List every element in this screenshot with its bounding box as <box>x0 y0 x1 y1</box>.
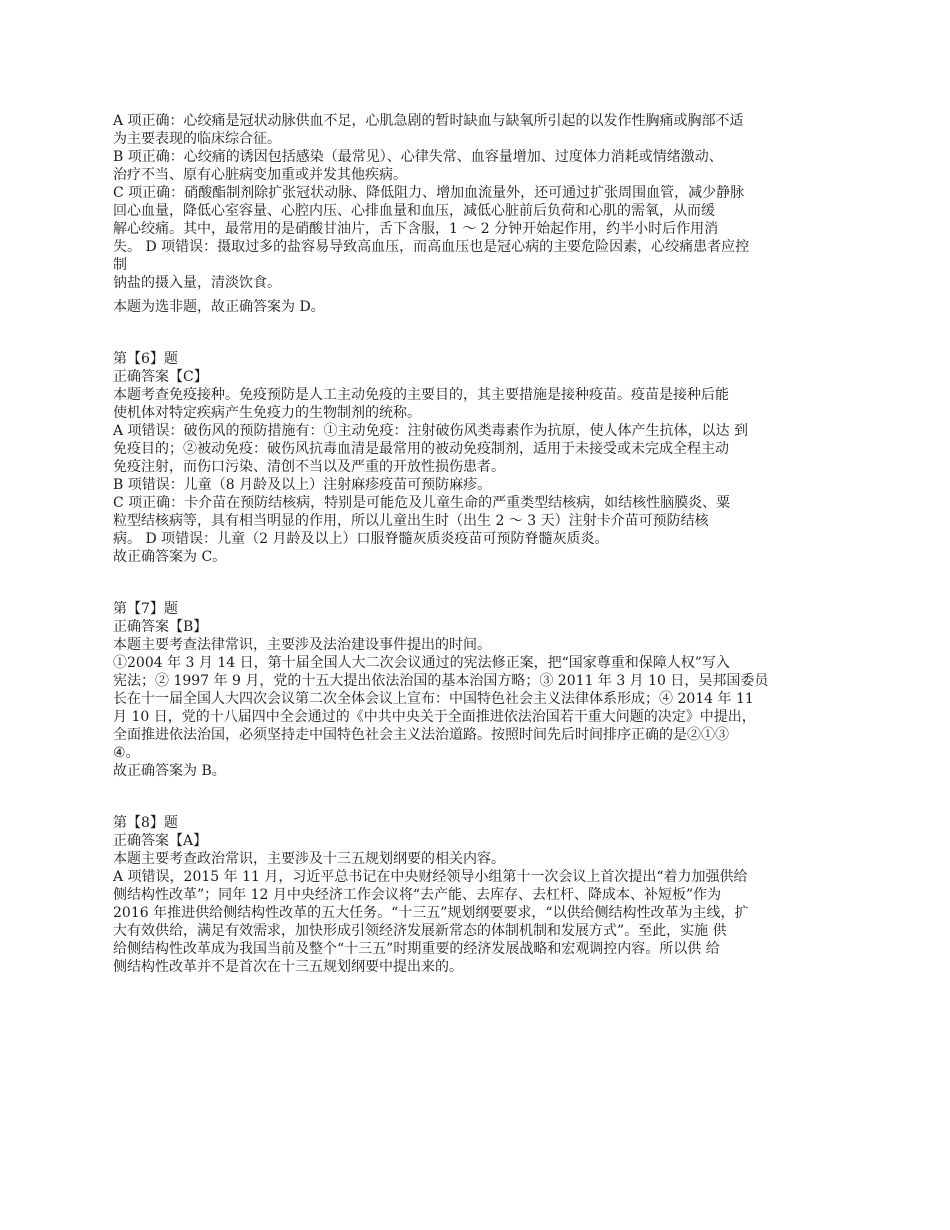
section-spacer <box>113 316 858 350</box>
text-line: 粒型结核病等，具有相当明显的作用，所以儿童出生时（出生 2 〜 3 天）注射卡介苗可预防结核 <box>113 513 709 529</box>
text-line: ①2004 年 3 月 14 日，第十届全国人大二次会议通过的宪法修正案，把“国家尊重和保障人权”写入 <box>113 655 730 671</box>
text-line: 回心血量，降低心室容量、心腔内压、心排血量和血压，减低心脏前后负荷和心肌的需氧，从而缓 <box>113 203 715 219</box>
text-line: 大有效供给，满足有效需求，加快形成引领经济发展新常态的体制机制和发展方式”。至此，实施 供 <box>113 923 727 939</box>
correct-answer: 正确答案【B】 <box>113 619 208 635</box>
question-title: 第【8】题 <box>113 815 178 831</box>
document-body <box>113 112 858 976</box>
section-spacer <box>113 780 858 814</box>
question-section-8 <box>113 814 858 976</box>
text-line: 本题考查免疫接种。免疫预防是人工主动免疫的主要目的，其主要措施是接种疫苗。疫苗是接种后能 <box>113 387 729 403</box>
text-line: 月 10 日，党的十八届四中全会通过的《中共中央关于全面推进依法治国若干重大问题的决定》中提出， <box>113 709 756 725</box>
text-line: 失。 D 项错误：摄取过多的盐容易导致高血压，而高血压也是冠心病的主要危险因素，心绞痛患者应控 <box>113 239 750 255</box>
correct-answer: 正确答案【C】 <box>113 369 208 385</box>
text-line: A 项错误：破伤风的预防措施有：①主动免疫：注射破伤风类毒素作为抗原，使人体产生抗体，以达 到 <box>113 423 749 439</box>
intro-section <box>113 112 858 316</box>
text-line: 免疫目的；②被动免疫：破伤风抗毒血清是最常用的被动免疫制剂，适用于未接受或未完成全程主动 <box>113 441 729 457</box>
text-line: 本题主要考查政治常识，主要涉及十三五规划纲要的相关内容。 <box>113 851 505 867</box>
text-line: 侧结构性改革并不是首次在十三五规划纲要中提出来的。 <box>113 959 463 975</box>
text-line: 长在十一届全国人大四次会议第二次全体会议上宣布：中国特色社会主义法律体系形成；④ 2014 年 11 <box>113 691 754 707</box>
text-line: 本题主要考查法律常识，主要涉及法治建设事件提出的时间。 <box>113 637 491 653</box>
question-title: 第【7】题 <box>113 601 178 617</box>
question-section-6 <box>113 350 858 566</box>
text-line: C 项正确：卡介苗在预防结核病，特别是可能危及儿童生命的严重类型结核病，如结核性脑膜炎、粟 <box>113 495 731 511</box>
text-line: ④。 <box>113 745 140 761</box>
text-line: B 项错误：儿童（8 月龄及以上）注射麻疹疫苗可预防麻疹。 <box>113 477 492 493</box>
text-line: 给侧结构性改革成为我国当前及整个“十三五”时期重要的经济发展战略和宏观调控内容。所以供 给 <box>113 941 720 957</box>
correct-answer: 正确答案【A】 <box>113 833 208 849</box>
text-line: 宪法；② 1997 年 9 月，党的十五大提出依法治国的基本治国方略；③ 2011 年 3 月 10 日，吴邦国委员 <box>113 673 769 689</box>
text-line: 为主要表现的临床综合征。 <box>113 131 281 147</box>
text-line: A 项正确：心绞痛是冠状动脉供血不足，心肌急剧的暂时缺血与缺氧所引起的以发作性胸痛或胸部不适 <box>113 113 744 129</box>
text-line: 免疫注射，而伤口污染、清创不当以及严重的开放性损伤患者。 <box>113 459 505 475</box>
question-title: 第【6】题 <box>113 351 178 367</box>
text-line: 钠盐的摄入量，清淡饮食。 <box>113 275 281 291</box>
question-section-7 <box>113 600 858 780</box>
text-line: 治疗不当、原有心脏病变加重或并发其他疾病。 <box>113 167 407 183</box>
text-line: 使机体对特定疾病产生免疫力的生物制剂的统称。 <box>113 405 421 421</box>
conclusion-line: 故正确答案为 B。 <box>113 763 226 779</box>
text-line: 侧结构性改革”；同年 12 月中央经济工作会议将“去产能、去库存、去杠杆、降成本、补短板”作为 <box>113 887 722 903</box>
text-line: A 项错误，2015 年 11 月，习近平总书记在中央财经领导小组第十一次会议上首次提出“着力加强供给 <box>113 869 748 885</box>
section-spacer <box>113 566 858 600</box>
conclusion-line: 本题为选非题，故正确答案为 D。 <box>113 299 325 315</box>
text-line: 制 <box>113 257 127 273</box>
text-line: C 项正确：硝酸酯制剂除扩张冠状动脉、降低阻力、增加血流量外，还可通过扩张周围血管，减少静脉 <box>113 185 745 201</box>
text-line: 全面推进依法治国，必须坚持走中国特色社会主义法治道路。按照时间先后时间排序正确的是②①③ <box>113 727 729 743</box>
text-line: B 项正确：心绞痛的诱因包括感染（最常见）、心律失常、血容量增加、过度体力消耗或情绪激动、 <box>113 149 723 165</box>
text-line: 2016 年推进供给侧结构性改革的五大任务。“十三五”规划纲要要求，“以供给侧结构性改革为主线，扩 <box>113 905 749 921</box>
conclusion-line: 故正确答案为 C。 <box>113 549 227 565</box>
text-line: 病。 D 项错误：儿童（2 月龄及以上）口服脊髓灰质炎疫苗可预防脊髓灰质炎。 <box>113 531 609 547</box>
text-line: 解心绞痛。其中，最常用的是硝酸甘油片，舌下含服，1 〜 2 分钟开始起作用，约半小时后作用消 <box>113 221 719 237</box>
